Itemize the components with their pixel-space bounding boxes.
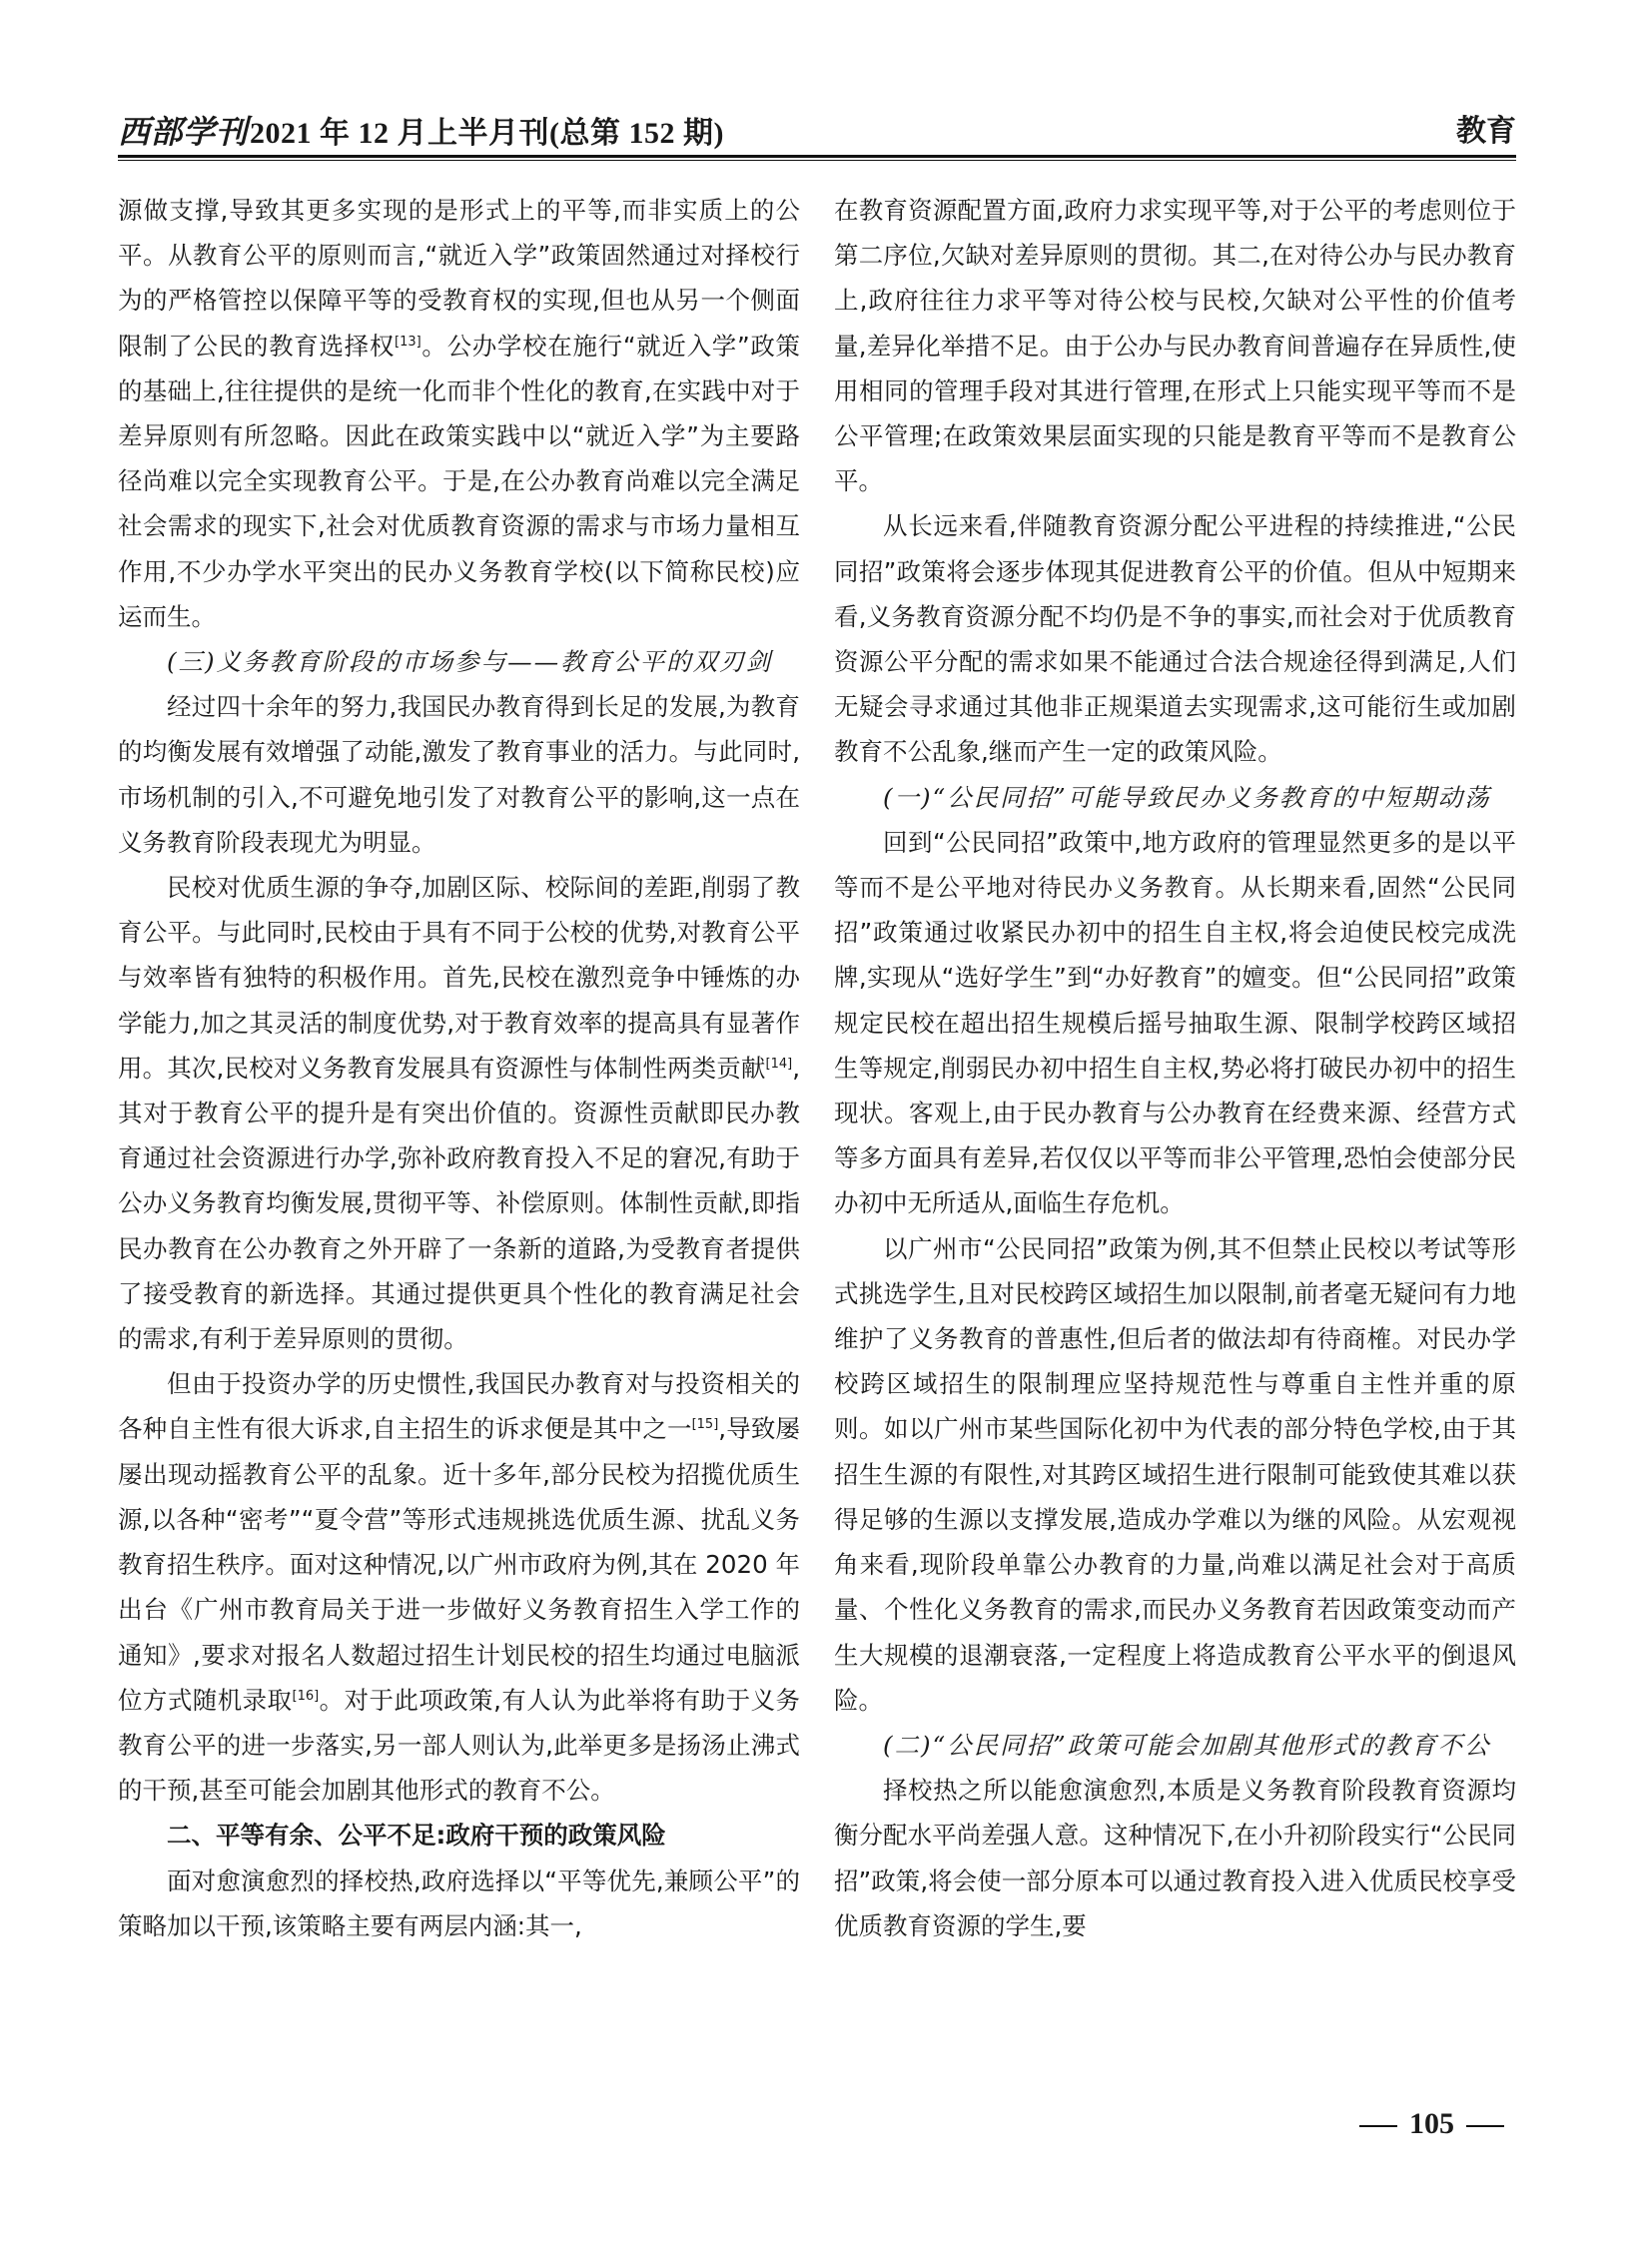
header-rule-thin xyxy=(118,160,1516,161)
paragraph xyxy=(118,1361,800,1813)
text-run: 源做支撑,导致其更多实现的是形式上的平等,而非实质上的公平。从教育公平的原则而言,“就近入学”政策固然通过对择校行为的严格管控以保障平等的受教育权的实现,但也从另一个侧面限制了公民的教育选择权 xyxy=(118,196,800,361)
left-column xyxy=(118,188,800,1948)
page-footer xyxy=(1347,2104,1516,2144)
footer-dash-right xyxy=(1466,2125,1504,2127)
paragraph: 择校热之所以能愈演愈烈,本质是义务教育阶段教育资源均衡分配水平尚差强人意。这种情况下,在小升初阶段实行“公民同招”政策,将会使一部分原本可以通过教育投入进入优质民校享受优质教育资源的学生,要 xyxy=(834,1776,1516,1940)
section-label: 教育 xyxy=(1456,114,1516,149)
page-number: 105 xyxy=(1409,2107,1454,2140)
header-rule xyxy=(118,155,1516,158)
citation: [15] xyxy=(691,1417,719,1433)
citation: [16] xyxy=(292,1688,320,1704)
paragraph: 经过四十余年的努力,我国民办教育得到长足的发展,为教育的均衡发展有效增强了动能,激发了教育事业的活力。与此同时,市场机制的引入,不可避免地引发了对教育公平的影响,这一点在义务教育阶段表现尤为明显。 xyxy=(118,692,800,857)
paragraph: 以广州市“公民同招”政策为例,其不但禁止民校以考试等形式挑选学生,且对民校跨区域招生加以限制,前者毫无疑问有力地维护了义务教育的普惠性,但后者的做法却有待商榷。对民办学校跨区域招生的限制理应坚持规范性与尊重自主性并重的原则。如以广州市某些国际化初中为代表的部分特色学校,由于其招生生源的有限性,对其跨区域招生进行限制可能致使其难以获得足够的生源以支撑发展,造成办学难以为继的风险。从宏观视角来看,现阶段单靠公办教育的力量,尚难以满足社会对于高质量、个性化义务教育的需求,而民办义务教育若因政策变动而产生大规模的退潮衰落,一定程度上将造成教育公平水平的倒退风险。 xyxy=(834,1233,1516,1715)
subsection-heading: (三)义务教育阶段的市场参与——教育公平的双刃剑 xyxy=(167,647,773,677)
citation: [14] xyxy=(765,1056,793,1072)
footer-dash-left xyxy=(1359,2125,1397,2127)
paragraph: 回到“公民同招”政策中,地方政府的管理显然更多的是以平等而不是公平地对待民办义务教育。从长期来看,固然“公民同招”政策通过收紧民办初中的招生自主权,将会迫使民校完成洗牌,实现从“选好学生”到“办好教育”的嬗变。但“公民同招”政策规定民校在超出招生规模后摇号抽取生源、限制学校跨区域招生等规定,削弱民办初中招生自主权,势必将打破民办初中的招生现状。客观上,由于民办教育与公办教育在经费来源、经营方式等多方面具有差异,若仅仅以平等而非公平管理,恐怕会使部分民办初中无所适从,面临生存危机。 xyxy=(834,827,1516,1218)
paragraph xyxy=(118,865,800,1361)
subsection-heading: (二)“公民同招”政策可能会加剧其他形式的教育不公 xyxy=(883,1730,1491,1760)
text-run: 。对于此项政策,有人认为此举将有助于义务教育公平的进一步落实,另一部人则认为,此举更多是扬汤止沸式的干预,甚至可能会加剧其他形式的教育不公。 xyxy=(118,1685,801,1806)
citation: [13] xyxy=(395,334,421,350)
section-heading: 二、平等有余、公平不足:政府干预的政策风险 xyxy=(167,1821,666,1851)
right-column xyxy=(834,188,1516,1948)
subsection-heading: (一)“公民同招”可能导致民办义务教育的中短期动荡 xyxy=(883,782,1491,812)
running-header xyxy=(118,112,1516,152)
paragraph: 从长远来看,伴随教育资源分配公平进程的持续推进,“公民同招”政策将会逐步体现其促进教育公平的价值。但从中短期来看,义务教育资源分配不均仍是不争的事实,而社会对于优质教育资源公平分配的需求如果不能通过合法合规途径得到满足,人们无疑会寻求通过其他非正规渠道去实现需求,这可能衍生或加剧教育不公乱象,继而产生一定的政策风险。 xyxy=(834,511,1516,767)
issue-info: 2021 年 12 月上半月刊(总第 152 期) xyxy=(250,117,724,150)
journal-title xyxy=(118,112,724,154)
paragraph: 面对愈演愈烈的择校热,政府选择以“平等优先,兼顾公平”的策略加以干预,该策略主要有两层内涵:其一, xyxy=(118,1866,800,1940)
text-run: ,导致屡屡出现动摇教育公平的乱象。近十多年,部分民校为招揽优质生源,以各种“密考”“夏令营”等形式违规挑选优质生源、扰乱义务教育招生秩序。面对这种情况,以广州市政府为例,其在 2020 年出台《广州市教育局关于进一步做好义务教育招生入学工作的通知》,要求对报名人数超过招生计划民校的招生均通过电脑派位方式随机录取 xyxy=(118,1414,800,1715)
paragraph xyxy=(118,188,800,639)
paragraph: 在教育资源配置方面,政府力求实现平等,对于公平的考虑则位于第二序位,欠缺对差异原则的贯彻。其二,在对待公办与民办教育上,政府往往力求平等对待公校与民校,欠缺对公平性的价值考量,差异化举措不足。由于公办与民办教育间普遍存在异质性,使用相同的管理手段对其进行管理,在形式上只能实现平等而不是公平管理;在政策效果层面实现的只能是教育平等而不是教育公平。 xyxy=(834,196,1516,496)
text-run: ,其对于教育公平的提升是有突出价值的。资源性贡献即民办教育通过社会资源进行办学,弥补政府教育投入不足的窘况,有助于公办义务教育均衡发展,贯彻平等、补偿原则。体制性贡献,即指民办教育在公办教育之外开辟了一条新的道路,为受教育者提供了接受教育的新选择。其通过提供更具个性化的教育满足社会的需求,有利于差异原则的贯彻。 xyxy=(118,1053,800,1354)
journal-logo: 西部学刊 xyxy=(118,114,249,150)
text-run: 民校对优质生源的争夺,加剧区际、校际间的差距,削弱了教育公平。与此同时,民校由于具有不同于公校的优势,对教育公平与效率皆有独特的积极作用。首先,民校在激烈竞争中锤炼的办学能力,加之其灵活的制度优势,对于教育效率的提高具有显著作用。其次,民校对义务教育发展具有资源性与体制性两类贡献 xyxy=(118,873,800,1083)
text-run: 。公办学校在施行“就近入学”政策的基础上,往往提供的是统一化而非个性化的教育,在实践中对于差异原则有所忽略。因此在政策实践中以“就近入学”为主要路径尚难以完全实现教育公平。于是,在公办教育尚难以完全满足社会需求的现实下,社会对优质教育资源的需求与市场力量相互作用,不少办学水平突出的民办义务教育学校(以下简称民校)应运而生。 xyxy=(118,331,801,631)
text-run: 但由于投资办学的历史惯性,我国民办教育对与投资相关的各种自主性有很大诉求,自主招生的诉求便是其中之一 xyxy=(118,1369,800,1444)
